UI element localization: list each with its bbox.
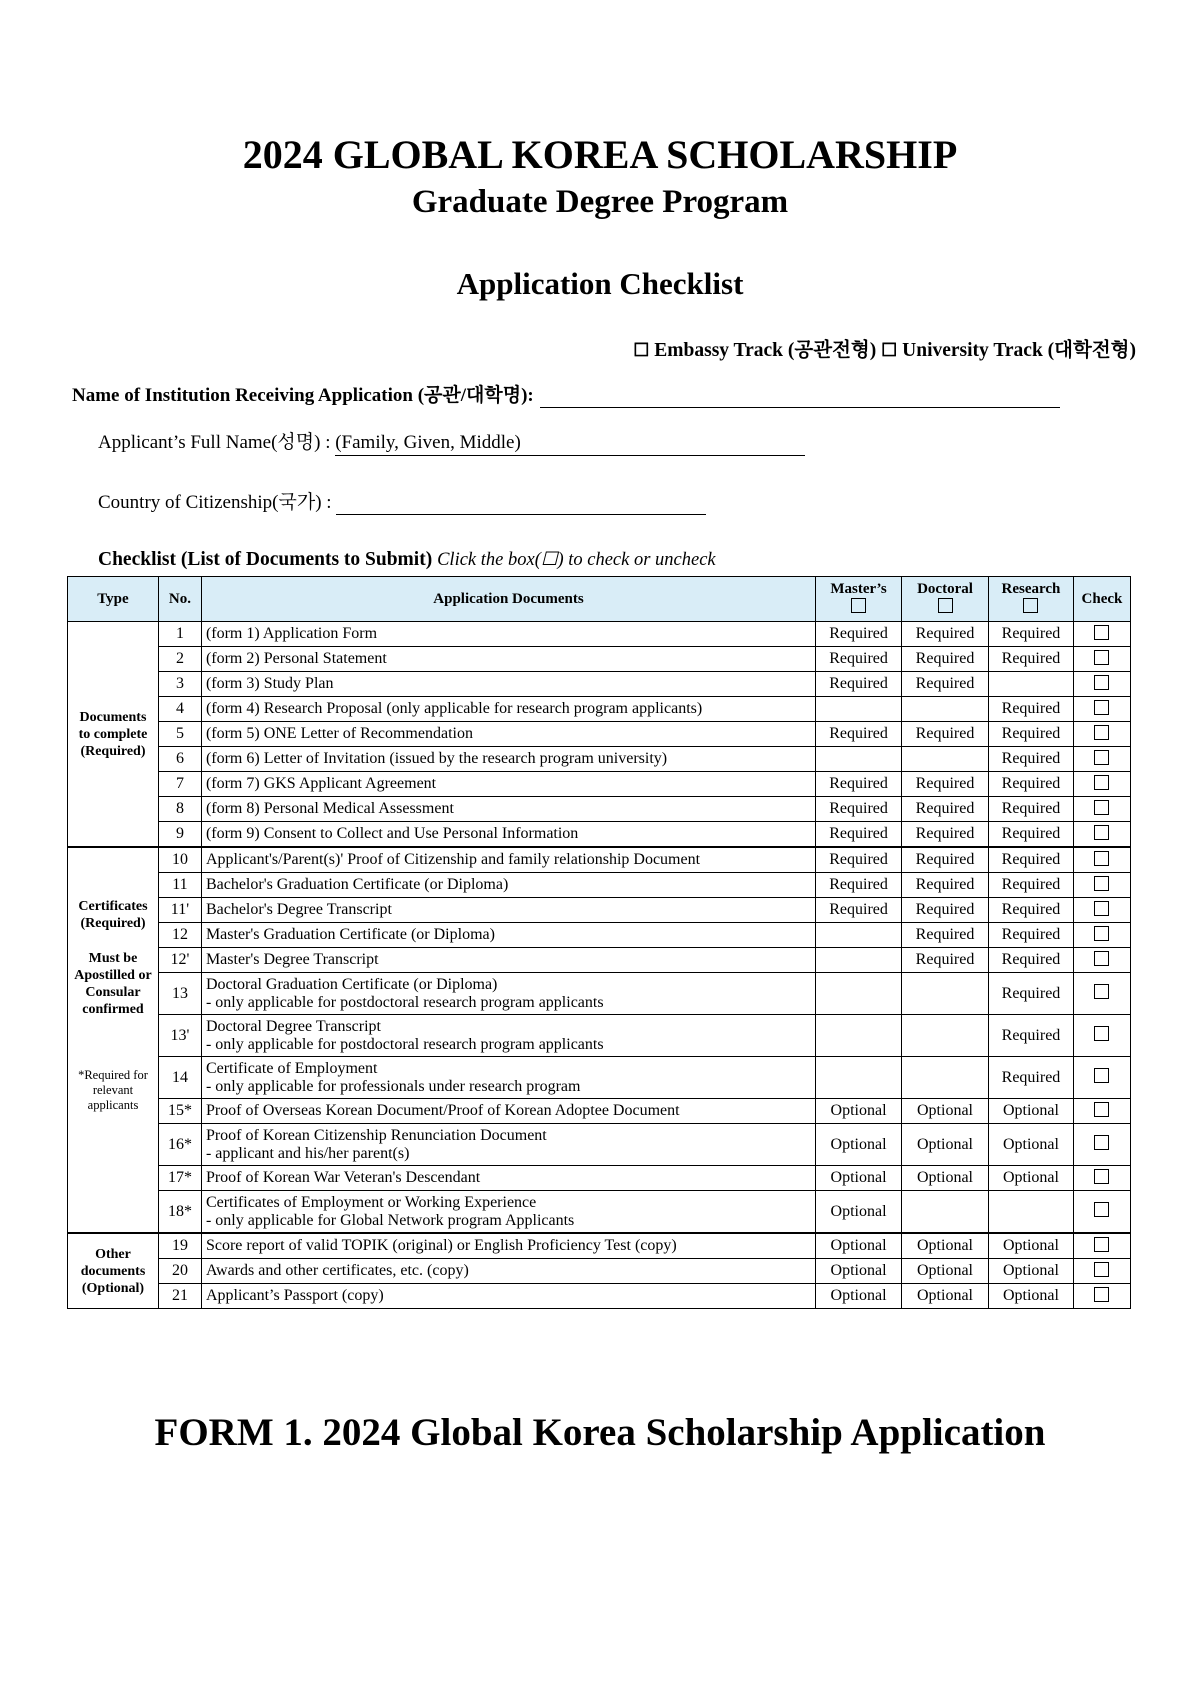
masters-status: Required bbox=[816, 772, 902, 797]
document-name bbox=[201, 747, 815, 772]
research-status: Required bbox=[988, 647, 1073, 672]
table-row bbox=[68, 898, 1131, 923]
document-name bbox=[201, 898, 815, 923]
table-row bbox=[68, 647, 1131, 672]
document-name bbox=[201, 1233, 815, 1259]
row-checkbox[interactable] bbox=[1094, 851, 1109, 866]
row-number: 4 bbox=[158, 697, 201, 722]
research-status: Required bbox=[988, 772, 1073, 797]
row-checkbox[interactable] bbox=[1094, 750, 1109, 765]
doctoral-status: Required bbox=[902, 672, 989, 697]
document-title: Master's Degree Transcript bbox=[205, 951, 379, 968]
header-masters-label: Master’s bbox=[830, 581, 887, 597]
table-row bbox=[68, 973, 1131, 1015]
document-title: (form 6) Letter of Invitation (issued by the research program university) bbox=[205, 750, 668, 767]
table-row bbox=[68, 797, 1131, 822]
row-checkbox[interactable] bbox=[1094, 650, 1109, 665]
research-status: Required bbox=[988, 622, 1073, 647]
document-title: (form 8) Personal Medical Assessment bbox=[205, 800, 454, 817]
table-row bbox=[68, 948, 1131, 973]
research-status: Required bbox=[988, 1015, 1073, 1057]
header-type: Type bbox=[68, 577, 159, 622]
type-cell-t3 bbox=[68, 1233, 159, 1309]
row-number: 11 bbox=[158, 873, 201, 898]
row-checkbox[interactable] bbox=[1094, 700, 1109, 715]
research-status: Required bbox=[988, 898, 1073, 923]
checklist-body bbox=[68, 622, 1131, 1309]
document-title: (form 7) GKS Applicant Agreement bbox=[205, 775, 437, 792]
row-checkbox[interactable] bbox=[1094, 984, 1109, 999]
document-title: (form 2) Personal Statement bbox=[205, 650, 387, 667]
doctoral-status: Optional bbox=[902, 1124, 989, 1166]
check-cell bbox=[1073, 772, 1130, 797]
document-name bbox=[201, 973, 815, 1015]
row-checkbox[interactable] bbox=[1094, 876, 1109, 891]
check-cell bbox=[1073, 873, 1130, 898]
doctoral-status: Required bbox=[902, 722, 989, 747]
document-title: Doctoral Degree Transcript bbox=[205, 1017, 381, 1035]
row-number: 20 bbox=[158, 1259, 201, 1284]
masters-status: Optional bbox=[816, 1259, 902, 1284]
research-status: Optional bbox=[988, 1284, 1073, 1309]
row-number: 12' bbox=[158, 948, 201, 973]
row-checkbox[interactable] bbox=[1094, 1068, 1109, 1083]
research-status: Required bbox=[988, 923, 1073, 948]
check-cell bbox=[1073, 672, 1130, 697]
row-number: 5 bbox=[158, 722, 201, 747]
masters-status: Required bbox=[816, 722, 902, 747]
document-name bbox=[201, 1015, 815, 1057]
masters-status: Required bbox=[816, 822, 902, 848]
doctoral-status: Required bbox=[902, 873, 989, 898]
row-checkbox[interactable] bbox=[1094, 725, 1109, 740]
doctoral-checkbox[interactable] bbox=[938, 598, 953, 613]
masters-status bbox=[816, 1015, 902, 1057]
document-title: Applicant's/Parent(s)' Proof of Citizenship and family relationship Document bbox=[205, 851, 701, 868]
table-row bbox=[68, 1015, 1131, 1057]
checklist-table bbox=[67, 576, 1131, 1309]
row-checkbox[interactable] bbox=[1094, 1262, 1109, 1277]
row-checkbox[interactable] bbox=[1094, 901, 1109, 916]
institution-field bbox=[72, 384, 1060, 408]
document-name bbox=[201, 822, 815, 848]
doctoral-status: Required bbox=[902, 647, 989, 672]
checklist-instruction: Click the box(☐) to check or uncheck bbox=[437, 550, 716, 570]
research-checkbox[interactable] bbox=[1023, 598, 1038, 613]
row-number: 12 bbox=[158, 923, 201, 948]
country-label: Country of Citizenship(국가) : bbox=[98, 492, 332, 513]
header-masters bbox=[816, 577, 902, 622]
document-title: 2024 GLOBAL KOREA SCHOLARSHIP bbox=[242, 132, 958, 177]
row-checkbox[interactable] bbox=[1094, 1237, 1109, 1252]
row-number: 11' bbox=[158, 898, 201, 923]
doctoral-status: Required bbox=[902, 898, 989, 923]
document-title: (form 9) Consent to Collect and Use Personal Information bbox=[205, 825, 579, 842]
doctoral-status: Optional bbox=[902, 1233, 989, 1259]
document-name bbox=[201, 1166, 815, 1191]
doctoral-status bbox=[902, 1057, 989, 1099]
masters-status: Optional bbox=[816, 1166, 902, 1191]
row-number: 17* bbox=[158, 1166, 201, 1191]
header-research bbox=[988, 577, 1073, 622]
check-cell bbox=[1073, 1124, 1130, 1166]
doctoral-status bbox=[902, 747, 989, 772]
document-title: Proof of Korean Citizenship Renunciation Document bbox=[205, 1126, 547, 1144]
doctoral-status bbox=[902, 1015, 989, 1057]
masters-status: Optional bbox=[816, 1284, 902, 1309]
check-cell bbox=[1073, 973, 1130, 1015]
doctoral-status: Optional bbox=[902, 1099, 989, 1124]
row-number: 9 bbox=[158, 822, 201, 848]
check-cell bbox=[1073, 1099, 1130, 1124]
research-status: Required bbox=[988, 973, 1073, 1015]
document-name bbox=[201, 873, 815, 898]
document-note: - only applicable for postdoctoral research program applicants bbox=[205, 1035, 604, 1053]
row-checkbox[interactable] bbox=[1094, 800, 1109, 815]
research-status: Optional bbox=[988, 1124, 1073, 1166]
table-row bbox=[68, 1259, 1131, 1284]
row-number: 13' bbox=[158, 1015, 201, 1057]
document-title: (form 4) Research Proposal (only applicable for research program applicants) bbox=[205, 700, 703, 717]
table-row bbox=[68, 923, 1131, 948]
document-name bbox=[201, 923, 815, 948]
research-status: Required bbox=[988, 697, 1073, 722]
row-checkbox[interactable] bbox=[1094, 1135, 1109, 1150]
document-name bbox=[201, 847, 815, 873]
row-checkbox[interactable] bbox=[1094, 625, 1109, 640]
table-row bbox=[68, 747, 1131, 772]
row-checkbox[interactable] bbox=[1094, 1287, 1109, 1302]
table-row bbox=[68, 1191, 1131, 1234]
row-number: 21 bbox=[158, 1284, 201, 1309]
document-note: - only applicable for Global Network program Applicants bbox=[205, 1211, 575, 1229]
check-cell bbox=[1073, 1259, 1130, 1284]
doctoral-status: Optional bbox=[902, 1166, 989, 1191]
masters-status: Required bbox=[816, 647, 902, 672]
check-cell bbox=[1073, 1015, 1130, 1057]
masters-status: Required bbox=[816, 797, 902, 822]
table-row bbox=[68, 1284, 1131, 1309]
table-row bbox=[68, 772, 1131, 797]
applicant-name-label: Applicant’s Full Name(성명) : bbox=[98, 432, 336, 453]
check-cell bbox=[1073, 722, 1130, 747]
document-name bbox=[201, 622, 815, 647]
table-row bbox=[68, 1124, 1131, 1166]
table-row bbox=[68, 622, 1131, 647]
row-number: 8 bbox=[158, 797, 201, 822]
masters-status bbox=[816, 747, 902, 772]
check-cell bbox=[1073, 1166, 1130, 1191]
masters-status: Optional bbox=[816, 1099, 902, 1124]
table-row bbox=[68, 672, 1131, 697]
masters-status: Optional bbox=[816, 1191, 902, 1234]
document-title: Bachelor's Degree Transcript bbox=[205, 901, 392, 918]
document-note: - only applicable for postdoctoral research program applicants bbox=[205, 993, 604, 1011]
document-subtitle: Graduate Degree Program bbox=[411, 184, 789, 220]
research-status bbox=[988, 1191, 1073, 1234]
row-number: 18* bbox=[158, 1191, 201, 1234]
masters-status: Required bbox=[816, 898, 902, 923]
header-check: Check bbox=[1073, 577, 1130, 622]
check-cell bbox=[1073, 697, 1130, 722]
research-status: Optional bbox=[988, 1166, 1073, 1191]
form-title: FORM 1. 2024 Global Korea Scholarship Application bbox=[154, 1411, 1046, 1454]
applicant-name-placeholder: (Family, Given, Middle) bbox=[335, 432, 521, 453]
doctoral-status: Required bbox=[902, 797, 989, 822]
row-number: 7 bbox=[158, 772, 201, 797]
university-track-label: University Track (대학전형) bbox=[902, 340, 1136, 361]
row-number: 13 bbox=[158, 973, 201, 1015]
row-checkbox[interactable] bbox=[1094, 951, 1109, 966]
research-status: Required bbox=[988, 722, 1073, 747]
document-name bbox=[201, 948, 815, 973]
research-status: Optional bbox=[988, 1259, 1073, 1284]
masters-checkbox[interactable] bbox=[851, 598, 866, 613]
check-cell bbox=[1073, 622, 1130, 647]
row-checkbox[interactable] bbox=[1094, 1026, 1109, 1041]
masters-status: Optional bbox=[816, 1233, 902, 1259]
document-note: - applicant and his/her parent(s) bbox=[205, 1144, 410, 1162]
check-cell bbox=[1073, 1057, 1130, 1099]
row-checkbox[interactable] bbox=[1094, 1102, 1109, 1117]
document-title: Applicant’s Passport (copy) bbox=[205, 1287, 384, 1304]
document-name bbox=[201, 647, 815, 672]
check-cell bbox=[1073, 948, 1130, 973]
document-title: Master's Graduation Certificate (or Diploma) bbox=[205, 926, 495, 943]
doctoral-status: Required bbox=[902, 822, 989, 848]
masters-status: Required bbox=[816, 672, 902, 697]
masters-status: Optional bbox=[816, 1124, 902, 1166]
check-cell bbox=[1073, 822, 1130, 848]
table-row bbox=[68, 1166, 1131, 1191]
type-cell-t2 bbox=[68, 847, 159, 1233]
table-row bbox=[68, 873, 1131, 898]
embassy-track-checkbox[interactable]: ☐ bbox=[633, 340, 650, 360]
doctoral-status: Required bbox=[902, 847, 989, 873]
table-row bbox=[68, 822, 1131, 848]
row-number: 10 bbox=[158, 847, 201, 873]
table-row bbox=[68, 847, 1131, 873]
applicant-name-field bbox=[98, 431, 805, 456]
country-input[interactable] bbox=[336, 494, 706, 515]
masters-status bbox=[816, 923, 902, 948]
header-doctoral bbox=[902, 577, 989, 622]
checklist-title: Application Checklist bbox=[456, 266, 744, 301]
type-note-apostille: Must be Apostilled or Consular confirmed bbox=[74, 951, 152, 1017]
research-status: Optional bbox=[988, 1233, 1073, 1259]
document-name bbox=[201, 1124, 815, 1166]
document-name bbox=[201, 772, 815, 797]
table-row bbox=[68, 697, 1131, 722]
doctoral-status bbox=[902, 1191, 989, 1234]
check-cell bbox=[1073, 898, 1130, 923]
doctoral-status bbox=[902, 697, 989, 722]
research-status: Required bbox=[988, 747, 1073, 772]
doctoral-status: Optional bbox=[902, 1284, 989, 1309]
type-label: Certificates (Required) bbox=[78, 899, 148, 931]
checklist-heading bbox=[98, 548, 716, 572]
row-number: 1 bbox=[158, 622, 201, 647]
document-title: Proof of Korean War Veteran's Descendant bbox=[205, 1169, 481, 1186]
doctoral-status: Optional bbox=[902, 1259, 989, 1284]
document-title: (form 3) Study Plan bbox=[205, 675, 334, 692]
type-cell-t1 bbox=[68, 622, 159, 848]
type-label: Documents to complete (Required) bbox=[78, 709, 148, 759]
masters-status bbox=[816, 697, 902, 722]
document-name bbox=[201, 1259, 815, 1284]
document-name bbox=[201, 1057, 815, 1099]
row-checkbox[interactable] bbox=[1094, 825, 1109, 840]
institution-input[interactable] bbox=[540, 387, 1060, 408]
masters-status bbox=[816, 948, 902, 973]
row-checkbox[interactable] bbox=[1094, 1169, 1109, 1184]
row-number: 16* bbox=[158, 1124, 201, 1166]
research-status: Required bbox=[988, 948, 1073, 973]
document-title: Doctoral Graduation Certificate (or Diploma) bbox=[205, 975, 498, 993]
masters-status bbox=[816, 973, 902, 1015]
header-doctoral-label: Doctoral bbox=[917, 581, 973, 597]
row-checkbox[interactable] bbox=[1094, 775, 1109, 790]
header-no: No. bbox=[158, 577, 201, 622]
check-cell bbox=[1073, 747, 1130, 772]
row-checkbox[interactable] bbox=[1094, 675, 1109, 690]
document-title: Bachelor's Graduation Certificate (or Diploma) bbox=[205, 876, 509, 893]
check-cell bbox=[1073, 1284, 1130, 1309]
research-status: Required bbox=[988, 822, 1073, 848]
document-title: (form 1) Application Form bbox=[205, 625, 378, 642]
track-selection bbox=[633, 338, 1136, 363]
row-number: 19 bbox=[158, 1233, 201, 1259]
document-name bbox=[201, 1284, 815, 1309]
research-status bbox=[988, 672, 1073, 697]
document-name bbox=[201, 797, 815, 822]
document-name bbox=[201, 672, 815, 697]
doctoral-status: Required bbox=[902, 772, 989, 797]
doctoral-status: Required bbox=[902, 923, 989, 948]
row-number: 6 bbox=[158, 747, 201, 772]
masters-status: Required bbox=[816, 873, 902, 898]
masters-status: Required bbox=[816, 622, 902, 647]
header-docs: Application Documents bbox=[201, 577, 815, 622]
type-label: Other documents (Optional) bbox=[80, 1246, 146, 1296]
document-title: Certificates of Employment or Working Experience bbox=[205, 1193, 537, 1211]
row-number: 15* bbox=[158, 1099, 201, 1124]
row-number: 2 bbox=[158, 647, 201, 672]
research-status: Required bbox=[988, 797, 1073, 822]
research-status: Required bbox=[988, 1057, 1073, 1099]
table-row bbox=[68, 722, 1131, 747]
table-row bbox=[68, 1057, 1131, 1099]
doctoral-status: Required bbox=[902, 622, 989, 647]
document-title: Proof of Overseas Korean Document/Proof of Korean Adoptee Document bbox=[205, 1102, 680, 1119]
embassy-track-label: Embassy Track (공관전형) bbox=[654, 340, 877, 361]
row-checkbox[interactable] bbox=[1094, 926, 1109, 941]
check-cell bbox=[1073, 847, 1130, 873]
doctoral-status: Required bbox=[902, 948, 989, 973]
header-research-label: Research bbox=[1001, 581, 1061, 597]
document-note: - only applicable for professionals under research program bbox=[205, 1077, 581, 1095]
document-title: (form 5) ONE Letter of Recommendation bbox=[205, 725, 473, 742]
check-cell bbox=[1073, 1233, 1130, 1259]
research-status: Required bbox=[988, 847, 1073, 873]
table-row bbox=[68, 1233, 1131, 1259]
check-cell bbox=[1073, 923, 1130, 948]
table-row bbox=[68, 1099, 1131, 1124]
document-title: Score report of valid TOPIK (original) or English Proficiency Test (copy) bbox=[205, 1237, 677, 1254]
doctoral-status bbox=[902, 973, 989, 1015]
masters-status: Required bbox=[816, 847, 902, 873]
checklist-heading-text: Checklist (List of Documents to Submit) bbox=[98, 549, 433, 570]
document-name bbox=[201, 1099, 815, 1124]
document-title: Certificate of Employment bbox=[205, 1059, 378, 1077]
check-cell bbox=[1073, 647, 1130, 672]
masters-status bbox=[816, 1057, 902, 1099]
document-title: Awards and other certificates, etc. (copy) bbox=[205, 1262, 469, 1279]
row-number: 14 bbox=[158, 1057, 201, 1099]
research-status: Optional bbox=[988, 1099, 1073, 1124]
type-note-relevant: *Required for relevant applicants bbox=[78, 1068, 148, 1112]
row-number: 3 bbox=[158, 672, 201, 697]
document-name bbox=[201, 1191, 815, 1234]
country-field bbox=[98, 491, 706, 515]
row-checkbox[interactable] bbox=[1094, 1202, 1109, 1217]
check-cell bbox=[1073, 797, 1130, 822]
table-header-row bbox=[68, 577, 1131, 622]
document-name bbox=[201, 697, 815, 722]
institution-label: Name of Institution Receiving Application (공관/대학명): bbox=[72, 385, 534, 406]
document-name bbox=[201, 722, 815, 747]
research-status: Required bbox=[988, 873, 1073, 898]
applicant-name-input[interactable] bbox=[335, 431, 805, 456]
university-track-checkbox[interactable]: ☐ bbox=[881, 340, 898, 360]
check-cell bbox=[1073, 1191, 1130, 1234]
